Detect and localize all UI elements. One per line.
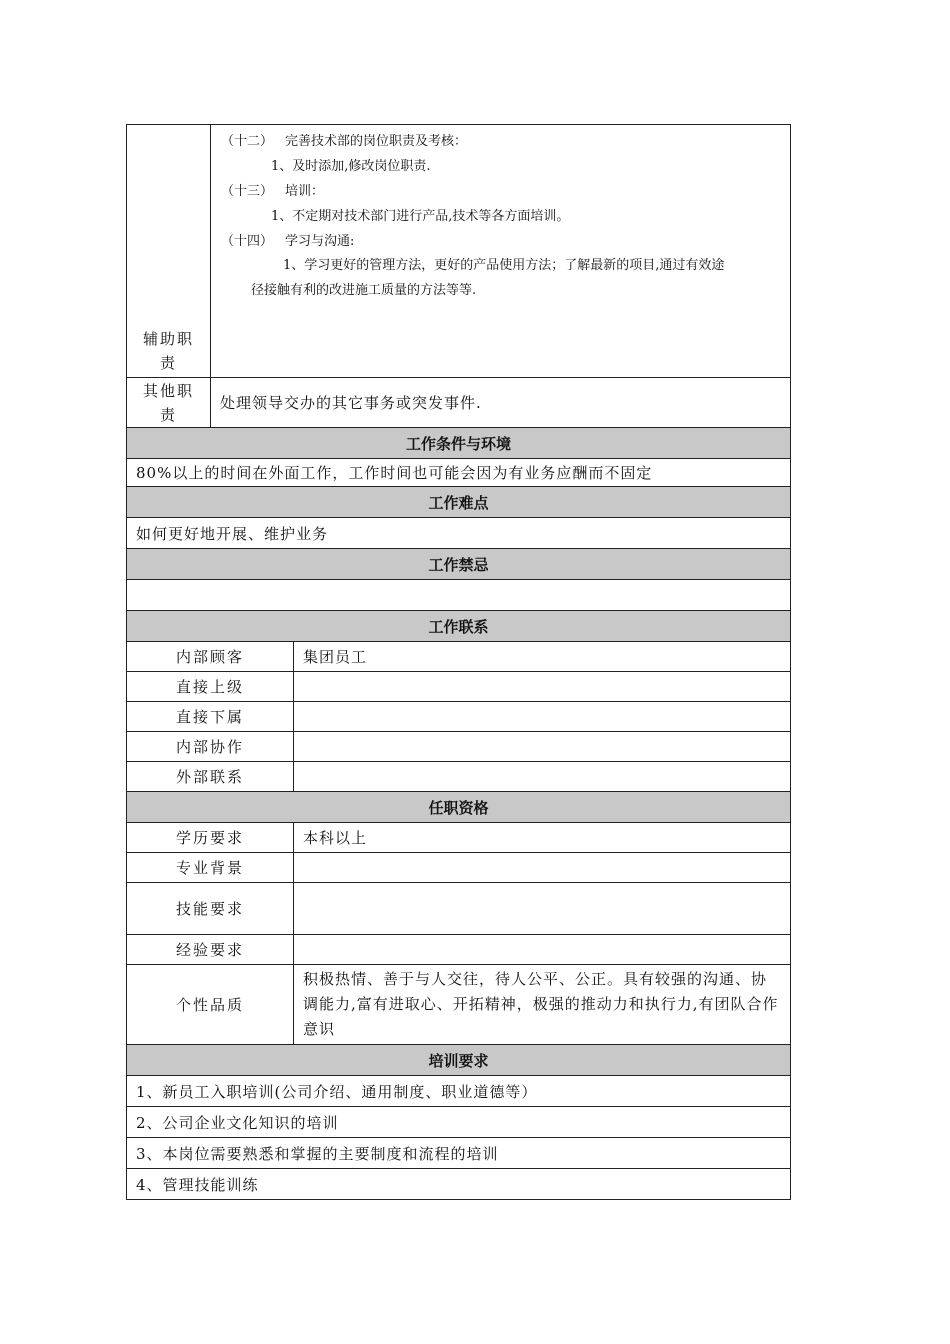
qualification-row xyxy=(127,935,791,965)
duty-title: 完善技术部的岗位职责及考核： xyxy=(285,134,468,149)
relation-label: 外部联系 xyxy=(127,762,294,792)
duty-subitem: 1、学习更好的管理方法，更好的产品使用方法；了解最新的项目,通过有效途 xyxy=(283,258,725,273)
qualification-value: 本科以上 xyxy=(294,823,791,853)
relation-row xyxy=(127,732,791,762)
aux-duties-label-line2: 责 xyxy=(159,354,177,372)
section-work-taboo: 工作禁忌 xyxy=(127,549,791,580)
other-duties-text: 处理领导交办的其它事务或突发事件. xyxy=(211,378,791,428)
qualification-label: 专业背景 xyxy=(127,853,294,883)
relation-label: 内部顾客 xyxy=(127,642,294,672)
training-item: 4、管理技能训练 xyxy=(127,1169,791,1200)
qualification-label: 个性品质 xyxy=(127,965,294,1045)
qualification-label: 技能要求 xyxy=(127,883,294,935)
relation-value xyxy=(294,732,791,762)
duty-item-12 xyxy=(221,129,782,154)
qualification-label: 学历要求 xyxy=(127,823,294,853)
training-item: 3、本岗位需要熟悉和掌握的主要制度和流程的培训 xyxy=(127,1138,791,1169)
section-work-difficulty: 工作难点 xyxy=(127,487,791,518)
qualification-value xyxy=(294,853,791,883)
qualification-value: 积极热情、善于与人交往，待人公平、公正。具有较强的沟通、协调能力,富有进取心、开拓精神，极强的推动力和执行力,有团队合作意识 xyxy=(294,965,791,1045)
relation-value xyxy=(294,672,791,702)
duty-title: 培训： xyxy=(285,184,325,199)
relation-row xyxy=(127,762,791,792)
aux-duties-label-line1: 辅助职 xyxy=(142,330,194,348)
duty-title: 学习与沟通: xyxy=(285,234,355,249)
relation-label: 直接上级 xyxy=(127,672,294,702)
section-work-relations: 工作联系 xyxy=(127,611,791,642)
work-conditions-text: 80%以上的时间在外面工作，工作时间也可能会因为有业务应酬而不固定 xyxy=(127,459,791,487)
work-difficulty-text: 如何更好地开展、维护业务 xyxy=(127,518,791,549)
job-description-table xyxy=(126,124,791,1200)
duty-number: （十三） xyxy=(221,184,274,199)
qualification-row xyxy=(127,965,791,1045)
relation-value: 集团员工 xyxy=(294,642,791,672)
relation-value xyxy=(294,702,791,732)
duty-subitem-continuation: 径接触有利的改进施工质量的方法等等. xyxy=(251,283,477,298)
duty-number: （十四） xyxy=(221,234,274,249)
qualification-row xyxy=(127,823,791,853)
qualification-row xyxy=(127,883,791,935)
duty-item-14 xyxy=(221,229,782,254)
job-description-sheet xyxy=(126,124,790,1200)
relation-value xyxy=(294,762,791,792)
aux-duties-label xyxy=(127,125,211,378)
relation-row xyxy=(127,642,791,672)
section-qualifications: 任职资格 xyxy=(127,792,791,823)
qualification-value xyxy=(294,935,791,965)
qualification-row xyxy=(127,853,791,883)
relation-label: 内部协作 xyxy=(127,732,294,762)
section-work-conditions: 工作条件与环境 xyxy=(127,428,791,459)
work-taboo-text xyxy=(127,580,791,611)
relation-row xyxy=(127,672,791,702)
duty-subitem: 1、及时添加,修改岗位职责. xyxy=(271,159,431,174)
other-duties-label xyxy=(127,378,211,428)
section-training: 培训要求 xyxy=(127,1045,791,1076)
qualification-value xyxy=(294,883,791,935)
other-duties-label-line1: 其他职 xyxy=(142,381,194,400)
duty-number: （十二） xyxy=(221,134,274,149)
training-item: 1、新员工入职培训(公司介绍、通用制度、职业道德等） xyxy=(127,1076,791,1107)
duty-item-13 xyxy=(221,179,782,204)
relation-row xyxy=(127,702,791,732)
other-duties-label-line2: 责 xyxy=(159,405,177,424)
relation-label: 直接下属 xyxy=(127,702,294,732)
qualification-label: 经验要求 xyxy=(127,935,294,965)
training-item: 2、公司企业文化知识的培训 xyxy=(127,1107,791,1138)
aux-duties-content xyxy=(211,125,791,378)
duty-subitem: 1、不定期对技术部门进行产品,技术等各方面培训。 xyxy=(271,209,570,224)
